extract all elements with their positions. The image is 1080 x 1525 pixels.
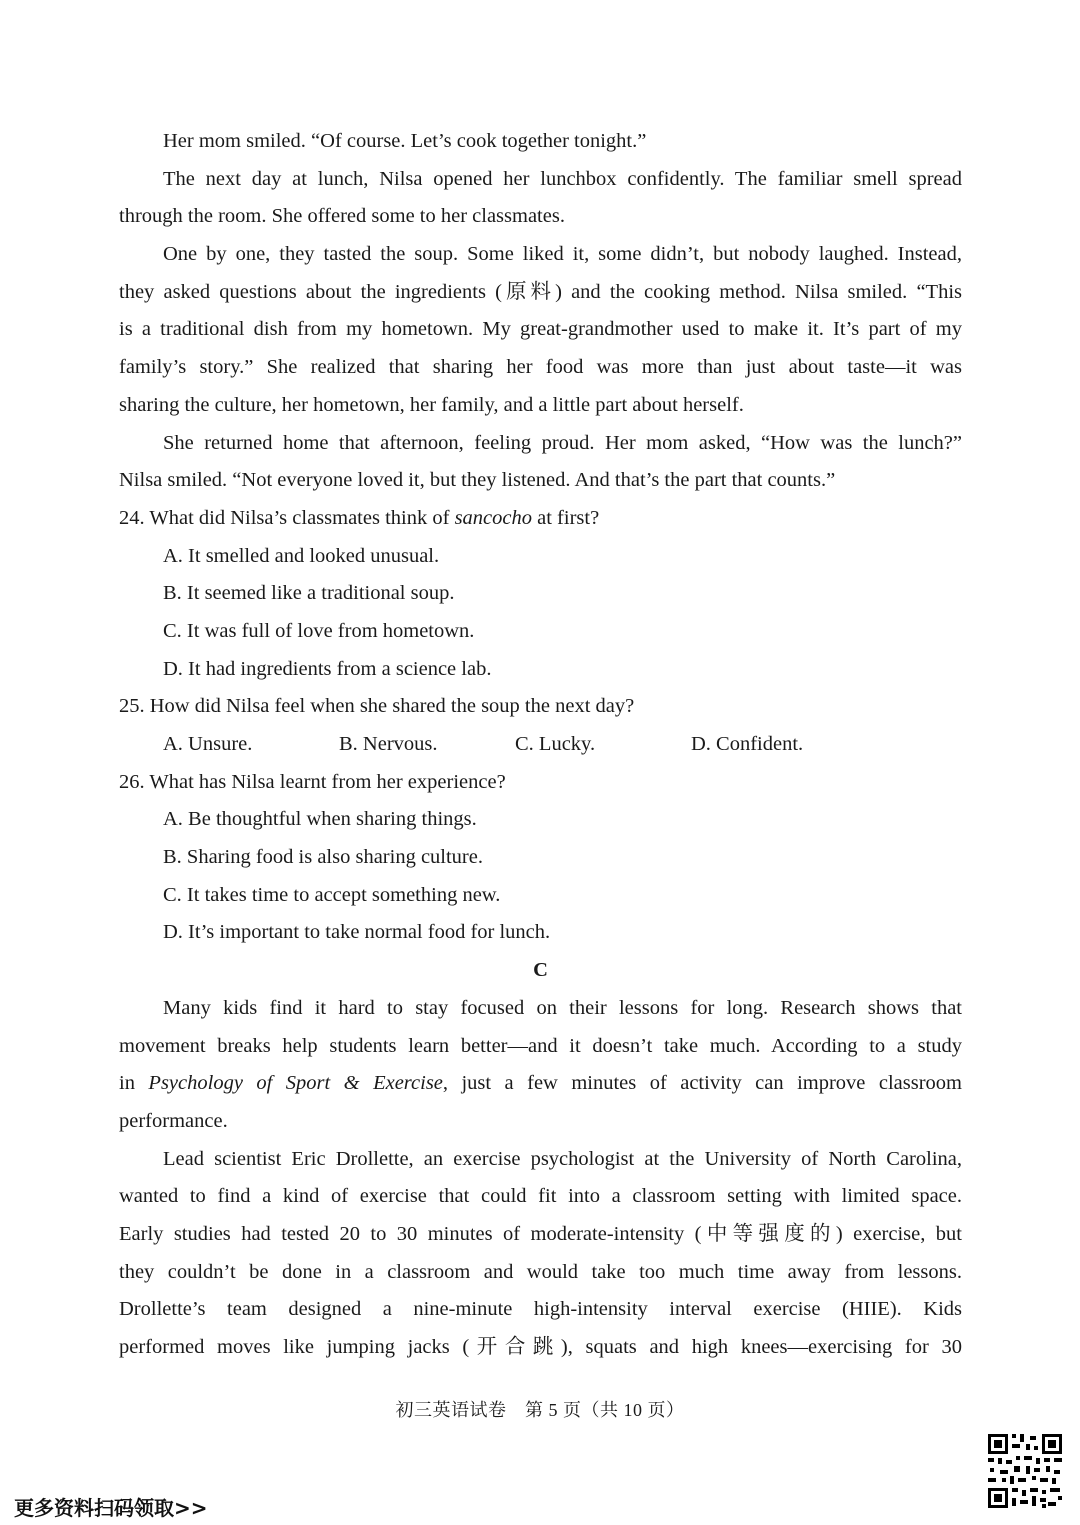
passage-c-line: Lead scientist Eric Drollette, an exercise psychologist at the University of North Carolina, — [163, 1147, 962, 1170]
passage-b-line: they asked questions about the ingredients (原料) and the cooking method. Nilsa smiled. “This — [119, 280, 962, 303]
question-26-stem: 26. What has Nilsa learnt from her experience? — [119, 770, 506, 793]
passage-c-line: Many kids find it hard to stay focused on their lessons for long. Research shows that — [163, 996, 962, 1019]
question-25-option-a: A. Unsure. — [163, 733, 253, 755]
question-26-option-b: B. Sharing food is also sharing culture. — [163, 846, 483, 869]
passage-c-line: Drollette’s team designed a nine-minute high-intensity interval exercise (HIIE). Kids — [119, 1298, 962, 1321]
question-24-stem-after: at first? — [532, 506, 600, 529]
passage-c-line — [119, 1065, 962, 1103]
passage-c-line: they couldn’t be done in a classroom and would take too much time away from lessons. — [119, 1260, 962, 1283]
passage-c-line: Early studies had tested 20 to 30 minutes of moderate-intensity (中等强度的) exercise, but — [119, 1222, 962, 1245]
page-footer: 初三英语试卷 第 5 页（共 10 页） — [395, 1400, 685, 1420]
passage-b-line: family’s story.” She realized that sharing her food was more than just about taste—it was — [119, 356, 962, 379]
question-26-option-a: A. Be thoughtful when sharing things. — [163, 808, 477, 831]
passage-b-line: Nilsa smiled. “Not everyone loved it, but they listened. And that’s the part that counts.” — [119, 469, 836, 492]
passage-b-line: through the room. She offered some to her classmates. — [119, 205, 565, 228]
page-content — [119, 123, 962, 1367]
question-25-option-b: B. Nervous. — [339, 733, 438, 755]
passage-c-line: performed moves like jumping jacks (开合跳), squats and high knees—exercising for 30 — [119, 1336, 962, 1358]
passage-c-line: movement breaks help students learn better—and it doesn’t take much. According to a study — [119, 1034, 962, 1057]
question-24-stem-before: 24. What did Nilsa’s classmates think of — [119, 506, 455, 529]
question-24-stem — [119, 500, 962, 538]
passage-c-heading: C — [533, 959, 548, 982]
passage-c-line: performance. — [119, 1109, 228, 1132]
question-24-stem-italic: sancocho — [454, 506, 532, 529]
question-24-option-b: B. It seemed like a traditional soup. — [163, 582, 455, 605]
promo-link[interactable]: 更多资料扫码领取>> — [14, 1496, 208, 1520]
passage-b-line: She returned home that afternoon, feeling proud. Her mom asked, “How was the lunch?” — [163, 431, 962, 454]
passage-b-line: One by one, they tasted the soup. Some liked it, some didn’t, but nobody laughed. Instead, — [163, 243, 962, 266]
passage-b-line: sharing the culture, her hometown, her family, and a little part about herself. — [119, 393, 744, 416]
question-25-options — [119, 726, 962, 764]
question-24-option-c: C. It was full of love from hometown. — [163, 619, 475, 642]
question-26-option-d: D. It’s important to take normal food for lunch. — [163, 921, 551, 944]
passage-b-line: The next day at lunch, Nilsa opened her lunchbox confidently. The familiar smell spread — [163, 167, 962, 190]
journal-title: Psychology of Sport & Exercise — [148, 1072, 443, 1095]
passage-b-line: Her mom smiled. “Of course. Let’s cook together tonight.” — [163, 130, 647, 152]
question-25-option-d: D. Confident. — [691, 733, 804, 755]
question-25-option-c: C. Lucky. — [515, 733, 596, 755]
passage-c-line: wanted to find a kind of exercise that could fit into a classroom setting with limited space. — [119, 1185, 962, 1208]
question-26-option-c: C. It takes time to accept something new. — [163, 883, 501, 906]
passage-b-line: is a traditional dish from my hometown. My great-grandmother used to make it. It’s part of my — [119, 318, 962, 341]
question-25-stem: 25. How did Nilsa feel when she shared the soup the next day? — [119, 695, 635, 718]
question-24-option-a: A. It smelled and looked unusual. — [163, 544, 440, 567]
qr-code-icon[interactable] — [986, 1432, 1064, 1510]
passage-c-l3-before: in — [119, 1072, 149, 1095]
passage-c-l3-after: , just a few minutes of activity can improve classroom — [442, 1072, 962, 1095]
question-24-option-d: D. It had ingredients from a science lab. — [163, 657, 492, 680]
